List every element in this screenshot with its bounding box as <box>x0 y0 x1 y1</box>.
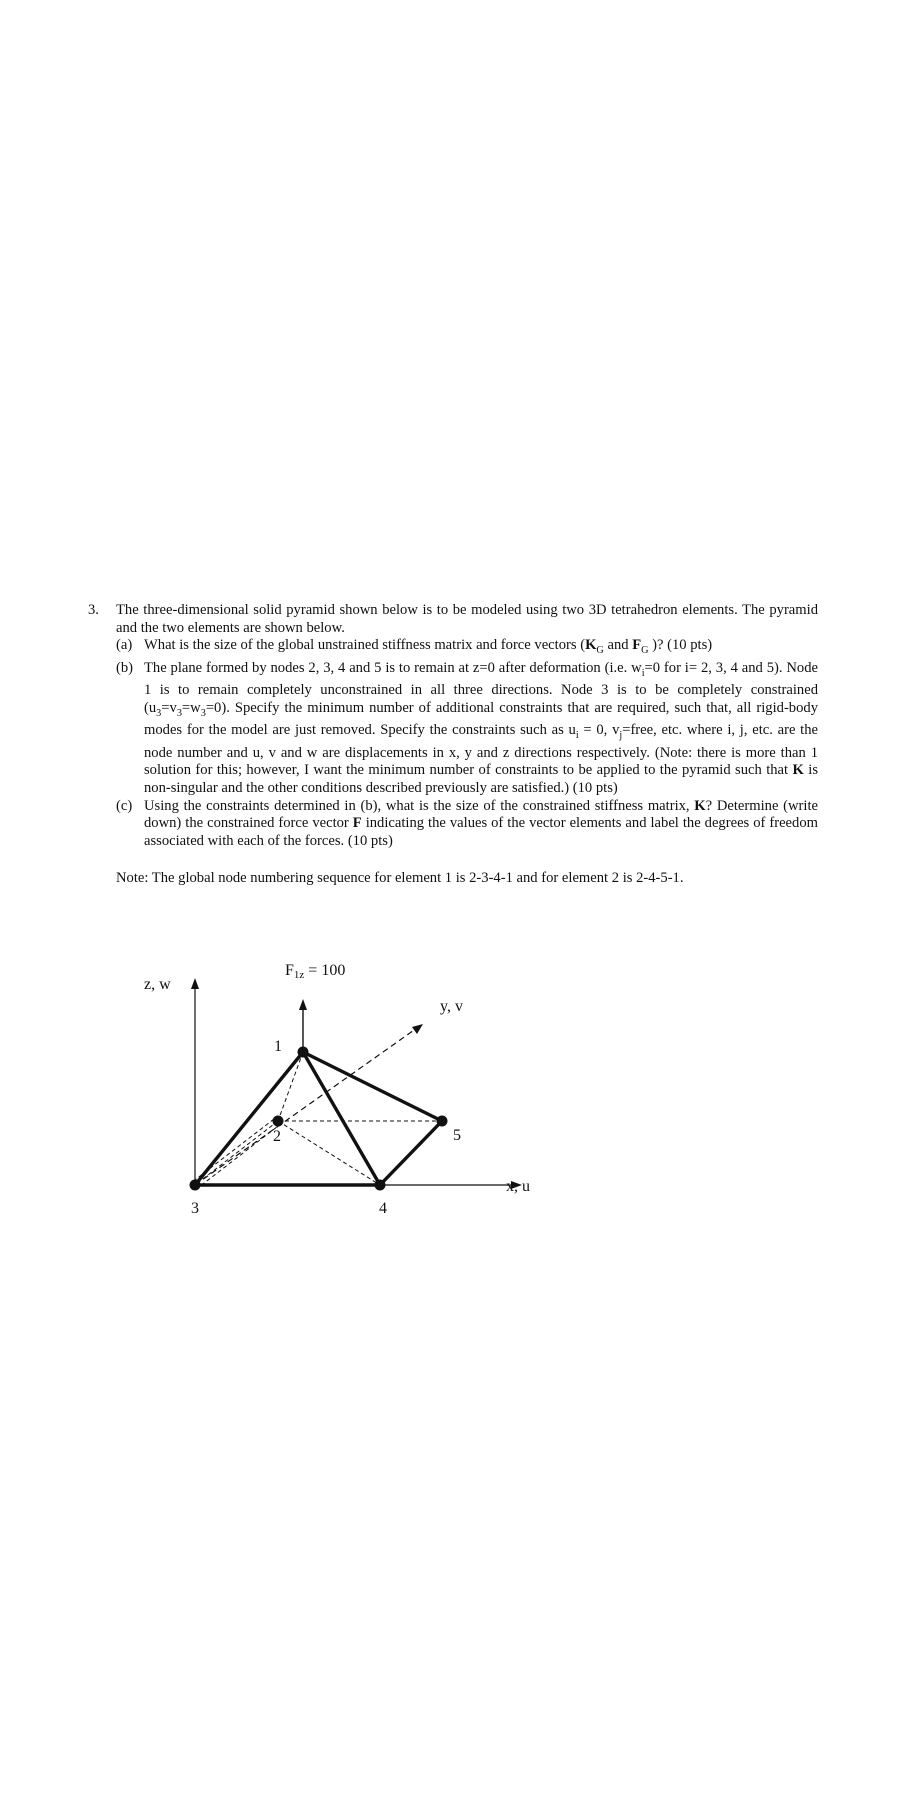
text-segment: is non-singular and the other conditions described previously are satisfied.) (10 pts) <box>144 762 818 796</box>
y-axis-arrowhead <box>412 1024 423 1034</box>
text-segment: = 0, v <box>578 722 620 739</box>
problem-intro: The three-dimensional solid pyramid shown below is to be modeled using two 3D tetrahedron elements. The pyramid and the two elements are shown below. <box>116 602 818 636</box>
text-segment: 3 <box>200 707 206 719</box>
text-segment: j <box>619 730 623 742</box>
z-axis-label: z, w <box>144 976 171 993</box>
problem-parts <box>116 637 818 850</box>
node-numbering-note: Note: The global node numbering sequence for element 1 is 2-3-4-1 and for element 2 is 2-4-5-1. <box>116 870 684 886</box>
text-segment: K <box>792 762 804 779</box>
node-label-4: 4 <box>379 1200 387 1217</box>
text-segment: What is the size of the global unstrained stiffness matrix and force vectors ( <box>144 637 586 654</box>
part-b <box>116 660 818 798</box>
part-text <box>144 660 818 796</box>
visible-edges <box>195 1052 442 1185</box>
y-axis-label: y, v <box>440 998 463 1015</box>
text-segment: =v <box>161 699 177 716</box>
text-segment: =w <box>181 699 201 716</box>
part-label: (c) <box>116 797 133 814</box>
text-segment: ? Determine (write down) the constrained force vector <box>144 797 818 832</box>
node-label-3: 3 <box>191 1200 199 1217</box>
text-segment: indicating the values of the vector elements and label the degrees of freedom associated with each of the forces. (10 pts) <box>144 815 818 849</box>
node-2 <box>273 1116 284 1127</box>
axes <box>191 978 522 1189</box>
text-segment: 3 <box>176 707 182 719</box>
z-axis-arrowhead <box>191 978 199 989</box>
node-4 <box>375 1180 386 1191</box>
node-label-1: 1 <box>274 1038 282 1055</box>
x-axis-label: x, u <box>506 1178 530 1195</box>
part-label: (b) <box>116 659 134 676</box>
node-5 <box>437 1116 448 1127</box>
edge-2-3-a <box>195 1121 278 1185</box>
part-text <box>144 637 713 657</box>
part-c <box>116 798 818 851</box>
nodes <box>190 1047 448 1191</box>
text-segment: =free, etc. where i, j, etc. are the node number and u, v and w are displacements in x, y and z directions respectively. (Note: there is more than 1 solution for this; however, I want the minimum number of constraints to be applied to the pyramid such that <box>144 722 819 779</box>
text-segment: =0 for i= 2, 3, 4 and 5). Node 1 is to remain completely unconstrained in all three directions. Node 3 is to be completely constrained (u <box>144 659 818 716</box>
node-label-2: 2 <box>273 1128 281 1145</box>
problem-number: 3. <box>88 602 99 618</box>
node-label-5: 5 <box>453 1127 461 1144</box>
problem-3 <box>88 602 818 850</box>
text-segment: K <box>585 637 597 654</box>
force-label: F1z = 100 <box>285 962 346 981</box>
text-segment: G <box>596 645 604 657</box>
force-arrow <box>299 999 307 1052</box>
text-segment: )? (10 pts) <box>648 637 713 654</box>
edge-1-3 <box>195 1052 303 1185</box>
text-segment: Using the constraints determined in (b), what is the size of the constrained stiffness matrix, <box>144 797 695 814</box>
node-3 <box>190 1180 201 1191</box>
text-segment: =0). Specify the minimum number of additional constraints that are required, such that, all rigid-body modes for the model are just removed. Specify the constraints such as u <box>144 699 818 739</box>
part-label: (a) <box>116 637 133 654</box>
text-segment: The plane formed by nodes 2, 3, 4 and 5 is to remain at z=0 after deformation (i.e. w <box>144 659 642 676</box>
part-a <box>116 637 818 660</box>
edge-4-5 <box>380 1121 442 1185</box>
pyramid-figure <box>120 945 540 1225</box>
text-segment: i <box>575 730 579 742</box>
force-arrow-head <box>299 999 307 1010</box>
text-segment: G <box>641 645 649 657</box>
edge-1-2 <box>278 1052 303 1121</box>
text-segment: F <box>632 637 642 654</box>
text-segment: i <box>641 667 645 679</box>
text-segment: 3 <box>156 707 162 719</box>
part-text <box>144 798 818 849</box>
node-1 <box>298 1047 309 1058</box>
edge-2-3-b <box>199 1123 282 1187</box>
text-segment: K <box>694 797 706 814</box>
problem-body <box>116 602 818 850</box>
text-segment: and <box>603 637 633 654</box>
edge-2-4 <box>278 1121 380 1185</box>
text-segment: F <box>352 815 362 832</box>
